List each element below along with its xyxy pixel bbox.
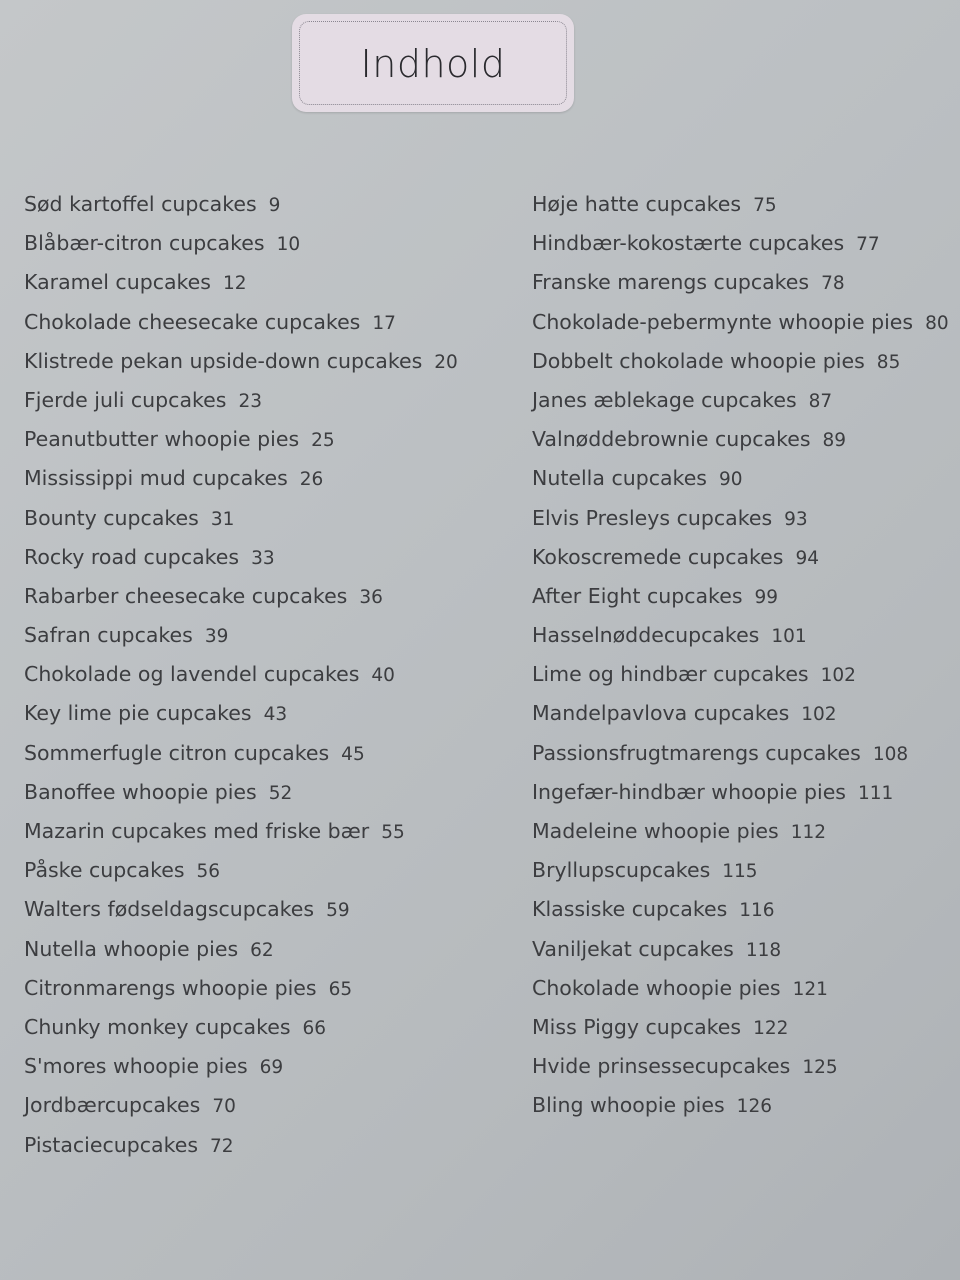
- toc-entry-page-number: 36: [359, 586, 383, 608]
- toc-entry: [532, 1090, 952, 1129]
- toc-entry-title: Påske cupcakes: [24, 858, 185, 883]
- toc-entry-page-number: 80: [925, 312, 949, 334]
- toc-entry-page-number: 45: [341, 743, 365, 765]
- toc-entry-page-number: 52: [268, 782, 293, 804]
- toc-entry-title: Chunky monkey cupcakes: [24, 1014, 291, 1039]
- toc-entry: [24, 620, 494, 659]
- toc-entry: [24, 385, 494, 424]
- toc-entry: [24, 503, 494, 542]
- toc-entry-page-number: 40: [371, 665, 395, 687]
- toc-entry-title: Sød kartoffel cupcakes: [24, 192, 257, 216]
- toc-entry: [24, 581, 494, 620]
- toc-entry-title: After Eight cupcakes: [532, 583, 743, 608]
- toc-entry-page-number: 121: [792, 978, 828, 1000]
- toc-entry: [24, 1130, 494, 1169]
- toc-entry: [24, 424, 494, 463]
- toc-entry-title: Hvide prinsessecupcakes: [532, 1054, 791, 1079]
- toc-entry-title: Kokoscremede cupcakes: [532, 544, 784, 569]
- toc-right-column: [532, 189, 952, 1130]
- toc-entry: [532, 973, 952, 1012]
- toc-entry: [532, 816, 952, 855]
- toc-entry-page-number: 118: [745, 939, 782, 961]
- toc-entry: [24, 189, 494, 228]
- toc-entry-page-number: 26: [299, 469, 324, 491]
- toc-entry-page-number: 93: [784, 508, 808, 530]
- toc-entry: [532, 581, 952, 620]
- toc-entry-title: Sommerfugle citron cupcakes: [24, 740, 330, 765]
- toc-entry-page-number: 55: [381, 822, 405, 843]
- toc-entry-page-number: 102: [801, 704, 837, 726]
- toc-entry: [532, 346, 952, 385]
- toc-entry-page-number: 12: [222, 273, 247, 295]
- toc-left-column: [24, 189, 494, 1169]
- toc-entry-page-number: 39: [204, 626, 229, 648]
- toc-entry-title: Pistaciecupcakes: [24, 1132, 199, 1157]
- toc-entry-title: S'mores whoopie pies: [24, 1054, 248, 1079]
- toc-entry-title: Jordbærcupcakes: [24, 1093, 201, 1118]
- toc-entry: [24, 934, 494, 973]
- toc-entry-title: Ingefær-hindbær whoopie pies: [532, 779, 846, 804]
- toc-entry-title: Mandelpavlova cupcakes: [532, 701, 790, 726]
- toc-entry-title: Rocky road cupcakes: [24, 544, 240, 569]
- toc-entry-page-number: 101: [771, 626, 807, 648]
- toc-entry-page-number: 125: [802, 1057, 838, 1079]
- toc-entry-page-number: 25: [311, 430, 335, 452]
- toc-entry-title: Bling whoopie pies: [532, 1093, 725, 1118]
- toc-entry-page-number: 89: [822, 430, 847, 452]
- toc-entry: [532, 934, 952, 973]
- toc-entry-title: Klassiske cupcakes: [532, 897, 728, 922]
- toc-entry-title: Walters fødseldagscupcakes: [24, 897, 315, 922]
- toc-entry-title: Janes æblekage cupcakes: [532, 387, 797, 412]
- toc-entry: [24, 542, 494, 581]
- toc-entry-page-number: 33: [251, 547, 275, 569]
- toc-entry-title: Safran cupcakes: [24, 623, 193, 648]
- toc-entry-title: Lime og hindbær cupcakes: [532, 662, 809, 687]
- toc-entry-page-number: 65: [328, 978, 353, 1000]
- toc-entry-title: Peanutbutter whoopie pies: [24, 427, 300, 452]
- toc-entry: [532, 1012, 952, 1051]
- toc-entry-title: Banoffee whoopie pies: [24, 779, 257, 804]
- title-plaque: [292, 14, 574, 112]
- toc-entry-page-number: 56: [196, 861, 221, 883]
- toc-entry-title: Bounty cupcakes: [24, 505, 199, 530]
- toc-entry-title: Høje hatte cupcakes: [532, 192, 742, 216]
- toc-entry-title: Miss Piggy cupcakes: [532, 1014, 742, 1039]
- toc-entry: [532, 698, 952, 737]
- toc-entry-page-number: 62: [250, 939, 274, 961]
- toc-entry: [24, 463, 494, 502]
- toc-entry-title: Chokolade whoopie pies: [532, 975, 781, 1000]
- toc-entry-page-number: 90: [719, 469, 743, 491]
- toc-entry-title: Chokolade og lavendel cupcakes: [24, 662, 360, 687]
- toc-entry: [532, 228, 952, 267]
- toc-entry-title: Hasselnøddecupcakes: [532, 623, 760, 648]
- toc-entry-title: Elvis Presleys cupcakes: [532, 505, 773, 530]
- toc-entry-page-number: 69: [259, 1057, 284, 1079]
- toc-entry: [24, 816, 494, 855]
- toc-entry: [24, 307, 494, 346]
- toc-entry: [532, 777, 952, 816]
- toc-entry-title: Key lime pie cupcakes: [24, 701, 252, 726]
- toc-entry: [532, 463, 952, 502]
- toc-entry: [24, 228, 494, 267]
- toc-entry-title: Chokolade cheesecake cupcakes: [24, 309, 361, 334]
- toc-entry-page-number: 59: [326, 900, 350, 922]
- toc-entry-page-number: 23: [238, 390, 262, 412]
- toc-entry: [532, 894, 952, 933]
- toc-entry-page-number: 20: [434, 351, 458, 373]
- toc-entry-title: Franske marengs cupcakes: [532, 270, 810, 295]
- toc-entry-title: Vaniljekat cupcakes: [532, 936, 734, 961]
- toc-entry-title: Fjerde juli cupcakes: [24, 387, 227, 412]
- toc-entry: [24, 738, 494, 777]
- toc-entry-page-number: 66: [302, 1017, 327, 1039]
- toc-entry: [24, 698, 494, 737]
- toc-entry: [24, 267, 494, 306]
- toc-entry: [24, 1012, 494, 1051]
- toc-entry-page-number: 122: [753, 1017, 789, 1039]
- toc-entry: [24, 973, 494, 1012]
- toc-entry: [532, 1051, 952, 1090]
- toc-entry: [24, 777, 494, 816]
- toc-entry-title: Karamel cupcakes: [24, 270, 211, 295]
- toc-entry-page-number: 77: [856, 234, 880, 256]
- toc-entry-page-number: 75: [753, 195, 777, 216]
- toc-entry-title: Citronmarengs whoopie pies: [24, 975, 317, 1000]
- toc-entry-page-number: 9: [268, 195, 281, 216]
- toc-entry-page-number: 108: [872, 743, 909, 765]
- toc-entry: [532, 620, 952, 659]
- toc-entry-title: Nutella whoopie pies: [24, 936, 239, 961]
- toc-entry: [532, 267, 952, 306]
- toc-entry-page-number: 111: [858, 782, 894, 804]
- toc-entry-page-number: 102: [820, 665, 856, 687]
- toc-entry: [532, 385, 952, 424]
- toc-entry-title: Blåbær-citron cupcakes: [24, 231, 265, 256]
- page-title: Indhold: [360, 42, 506, 86]
- toc-entry-page-number: 17: [372, 312, 396, 334]
- toc-entry: [24, 894, 494, 933]
- toc-entry: [532, 503, 952, 542]
- toc-entry: [532, 542, 952, 581]
- toc-entry-page-number: 99: [754, 586, 779, 608]
- toc-entry: [532, 424, 952, 463]
- toc-entry-page-number: 70: [212, 1096, 236, 1118]
- toc-entry-page-number: 72: [210, 1135, 234, 1157]
- toc-entry-page-number: 78: [821, 273, 845, 295]
- toc-entry-title: Bryllupscupcakes: [532, 858, 711, 883]
- toc-entry: [24, 346, 494, 385]
- toc-entry-page-number: 116: [739, 900, 775, 922]
- toc-entry-page-number: 31: [210, 508, 235, 530]
- toc-entry-page-number: 112: [790, 822, 826, 843]
- toc-entry: [532, 189, 952, 228]
- toc-entry-title: Madeleine whoopie pies: [532, 819, 779, 843]
- toc-entry: [24, 1051, 494, 1090]
- toc-entry: [532, 855, 952, 894]
- toc-entry-page-number: 94: [795, 547, 820, 569]
- toc-entry-title: Nutella cupcakes: [532, 466, 707, 491]
- toc-entry: [24, 855, 494, 894]
- toc-entry-title: Mississippi mud cupcakes: [24, 466, 288, 491]
- toc-entry-page-number: 43: [263, 704, 288, 726]
- toc-entry-page-number: 87: [808, 390, 833, 412]
- toc-entry-title: Dobbelt chokolade whoopie pies: [532, 348, 865, 373]
- toc-entry: [532, 659, 952, 698]
- toc-entry-page-number: 85: [876, 351, 901, 373]
- toc-entry-title: Hindbær-kokostærte cupcakes: [532, 231, 845, 256]
- toc-entry: [532, 307, 952, 346]
- toc-entry-title: Klistrede pekan upside-down cupcakes: [24, 348, 423, 373]
- toc-entry-title: Rabarber cheesecake cupcakes: [24, 583, 348, 608]
- toc-entry: [24, 1090, 494, 1129]
- toc-entry-title: Chokolade-pebermynte whoopie pies: [532, 309, 914, 334]
- toc-entry-title: Mazarin cupcakes med friske bær: [24, 819, 370, 843]
- toc-entry-title: Passionsfrugtmarengs cupcakes: [532, 740, 861, 765]
- toc-entry: [24, 659, 494, 698]
- toc-entry-page-number: 126: [736, 1096, 772, 1118]
- toc-entry: [532, 738, 952, 777]
- toc-entry-title: Valnøddebrownie cupcakes: [532, 427, 811, 452]
- toc-entry-page-number: 115: [722, 861, 758, 883]
- toc-entry-page-number: 10: [276, 234, 301, 256]
